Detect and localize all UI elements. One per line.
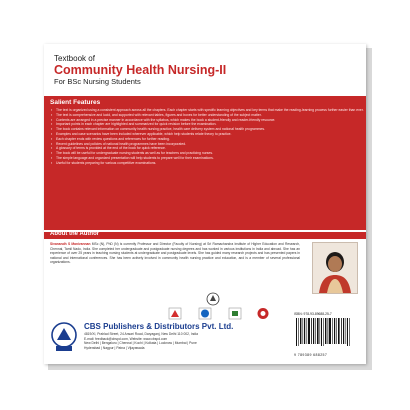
publisher-contact-line: E-mail: feedback@cbspd.com, Website: www.cbspd.com bbox=[84, 336, 168, 341]
publisher-block bbox=[50, 322, 270, 362]
author-heading: About the Author bbox=[50, 231, 100, 237]
feature-item: ▪ Important points in each chapter are highlighted and summarized for quick revision before the examination. bbox=[56, 122, 364, 126]
series-label: Textbook of bbox=[54, 54, 95, 63]
publisher-details bbox=[84, 322, 274, 350]
partner-logo-icon bbox=[256, 307, 270, 320]
feature-item: ▪ The book contains relevant information on community health nursing practice, health care delivery system and national health programmes. bbox=[56, 127, 364, 131]
author-bio-text: MSc (N), PhD (N) is currently Professor and Director (Faculty of Nursing) at Sri Ramachandra Institute of Higher Education and Research, Chennai, Tamil Nadu, India. She completed her undergraduate and postgraduate nursing degrees and has worked in various institutions in India and abroad. She has an experience of over 25 years in teaching nursing students at undergraduate and postgraduate levels. She has guided many research projects and has presented papers in national and international conferences. She has been actively involved in community health nursing practice and education, and is a member of several professional organizations. bbox=[50, 242, 301, 264]
book-subtitle: For BSc Nursing Students bbox=[54, 77, 141, 86]
cbs-small-emblem-icon bbox=[206, 292, 220, 306]
cbs-publisher-logo-icon bbox=[50, 322, 78, 352]
partner-logo-icon bbox=[198, 307, 212, 320]
partner-logo-icon bbox=[228, 307, 242, 320]
barcode-digits: 9 789389 688257 bbox=[294, 353, 328, 357]
isbn-label: ISBN: 978-93-89688-25-7 bbox=[294, 312, 332, 316]
features-heading: Salient Features bbox=[50, 99, 101, 106]
about-author-bar bbox=[44, 232, 366, 239]
feature-item: ▪ A glossary of terms is provided at the end of the book for quick reference. bbox=[56, 146, 364, 150]
feature-item: ▪ The text is comprehensive and lucid, and supported with relevant tables, figures and boxes for better understanding of the subject matter. bbox=[56, 113, 364, 117]
partner-logo-icon bbox=[168, 307, 182, 320]
author-portrait-icon bbox=[313, 243, 357, 293]
barcode-icon bbox=[294, 318, 354, 348]
author-name: Sivanandh S Manivannan bbox=[50, 242, 91, 246]
feature-item: ▪ The simple language and organized presentation will help students to prepare well for their examinations. bbox=[56, 156, 364, 160]
book-back-cover bbox=[44, 44, 366, 364]
publisher-name: CBS Publishers & Distributors Pvt. Ltd. bbox=[84, 322, 234, 331]
book-title: Community Health Nursing-II bbox=[54, 63, 227, 77]
publisher-branches-line: Hyderabad | Nagpur | Patna | Vijayawada bbox=[84, 345, 145, 350]
feature-item: ▪ Examples and case scenarios have been included wherever applicable, which help students relate theory to practice. bbox=[56, 132, 364, 136]
feature-item: ▪ Recent guidelines and policies of national health programmes have been incorporated. bbox=[56, 142, 364, 146]
features-list bbox=[50, 108, 364, 166]
feature-item: ▪ The book will be useful for undergraduate nursing students as well as for teachers and practicing nurses. bbox=[56, 151, 364, 155]
cover-header bbox=[54, 54, 354, 86]
author-photo bbox=[312, 242, 358, 294]
author-bio bbox=[50, 242, 300, 265]
feature-item: ▪ Contents are arranged in a precise manner in accordance with the syllabus, which makes the book a student-friendly and reader-friendly resource. bbox=[56, 118, 364, 122]
feature-item: ▪ The text is organized using a consistent approach across all the chapters. Each chapter starts with specific learning objectives and key terms that make the reading-learning process further easier than ever. bbox=[56, 108, 364, 112]
salient-features-panel bbox=[44, 96, 366, 230]
publisher-branches-line: New Delhi | Bengaluru | Chennai | Kochi | Kolkata | Lucknow | Mumbai | Pune bbox=[84, 341, 197, 346]
accreditation-logos bbox=[164, 292, 274, 320]
publisher-address-line: 4819/XI, Prahlad Street, 24 Ansari Road, Daryaganj, New Delhi 110 002, India bbox=[84, 332, 198, 336]
feature-item: ▪ Useful for students preparing for various competitive examinations. bbox=[56, 161, 364, 165]
feature-item: ▪ Each chapter ends with review questions and references for further reading. bbox=[56, 137, 364, 141]
isbn-barcode-block bbox=[294, 312, 360, 358]
